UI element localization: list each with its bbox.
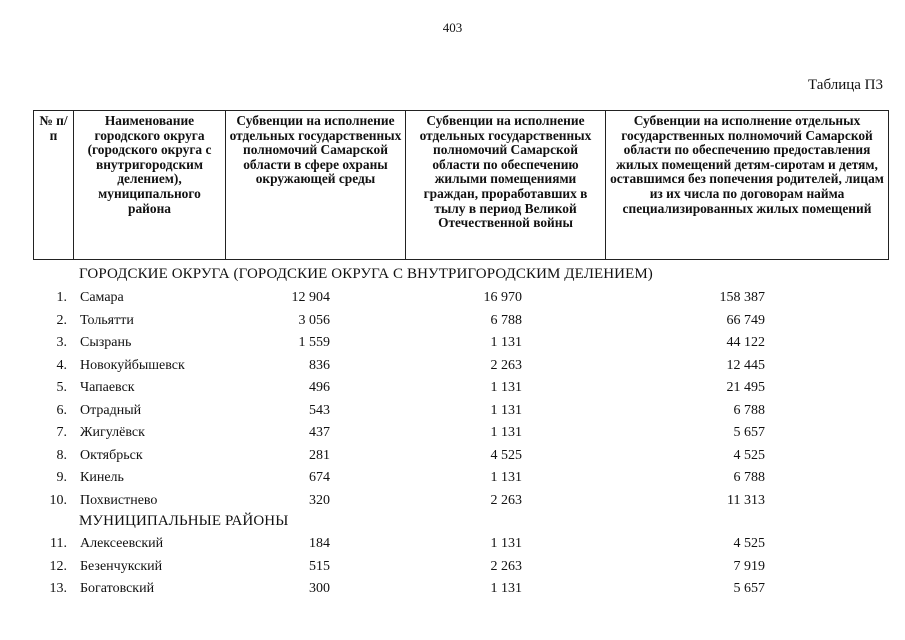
row-name: Богатовский [80,581,155,596]
row-value-war-workers: 16 970 [483,290,522,305]
row-name: Жигулёвск [80,425,145,440]
row-number: 9. [56,470,67,485]
row-value-environment: 543 [309,402,330,418]
table-row [0,559,905,581]
table-row [0,335,905,357]
table-row [0,581,905,603]
row-value-orphans: 6 788 [733,470,765,485]
row-value-war-workers: 1 131 [490,536,522,551]
section-heading: МУНИЦИПАЛЬНЫЕ РАЙОНЫ [79,513,289,529]
row-number: 12. [49,558,67,574]
table-row [0,313,905,335]
table-row [0,403,905,425]
row-name: Похвистнево [80,492,158,508]
row-number: 7. [56,425,67,440]
header-col3: Субвенции на исполнение отдельных государственных полномочий Самарской области по обеспечению предоставления жилых помещений детям-сиротам и детям, оставшимся без попечения родителей, лицам из их числа по договорам найма специализированных жилых помещений [606,111,889,260]
row-value-orphans: 66 749 [726,312,765,328]
row-value-orphans: 44 122 [726,335,765,350]
row-name: Новокуйбышевск [80,357,185,373]
table-row [0,380,905,402]
row-value-environment: 300 [309,581,330,596]
row-value-orphans: 7 919 [733,558,765,574]
row-number: 10. [49,492,67,508]
row-number: 1. [56,290,67,305]
row-value-war-workers: 1 131 [490,402,522,418]
table-row [0,290,905,312]
row-value-environment: 184 [309,536,330,551]
table-row [0,536,905,558]
row-number: 5. [56,380,67,395]
row-number: 4. [56,357,67,373]
row-value-orphans: 5 657 [733,425,765,440]
row-value-environment: 281 [309,447,330,463]
row-value-war-workers: 1 131 [490,335,522,350]
table-row [0,425,905,447]
row-value-environment: 1 559 [298,335,330,350]
row-value-environment: 836 [309,357,330,373]
row-value-environment: 437 [309,425,330,440]
table-row [0,470,905,492]
header-col1: Субвенции на исполнение отдельных государственных полномочий Самарской области в сфере охраны окружающей среды [226,111,406,260]
row-value-environment: 3 056 [298,312,330,328]
row-value-environment: 12 904 [291,290,330,305]
row-value-environment: 496 [309,380,330,395]
row-value-orphans: 6 788 [733,402,765,418]
row-name: Сызрань [80,335,132,350]
row-value-war-workers: 6 788 [490,312,522,328]
row-name: Октябрьск [80,447,143,463]
header-num: № п/п [34,111,74,260]
row-value-orphans: 4 525 [733,536,765,551]
page-number: 403 [442,20,463,35]
row-value-environment: 320 [309,492,330,508]
row-number: 13. [49,581,67,596]
table-row [0,358,905,380]
row-name: Самара [80,290,124,305]
table-row [0,493,905,515]
row-number: 2. [56,312,67,328]
row-value-war-workers: 1 131 [490,380,522,395]
row-number: 6. [56,402,67,418]
header-col2: Субвенции на исполнение отдельных государственных полномочий Самарской области по обеспечению жилыми помещениями граждан, проработавших в тылу в период Великой Отечественной войны [406,111,606,260]
row-value-orphans: 4 525 [733,447,765,463]
row-number: 3. [56,335,67,350]
table-caption: Таблица П3 [808,77,883,93]
row-value-war-workers: 2 263 [490,357,522,373]
row-value-orphans: 5 657 [733,581,765,596]
row-value-war-workers: 4 525 [490,447,522,463]
row-number: 8. [56,447,67,463]
row-name: Безенчукский [80,558,163,574]
row-value-war-workers: 1 131 [490,581,522,596]
table-row [0,448,905,470]
row-name: Тольятти [80,312,134,328]
row-value-war-workers: 2 263 [490,492,522,508]
table-header [33,110,889,260]
row-name: Алексеевский [80,536,164,551]
row-value-war-workers: 2 263 [490,558,522,574]
row-value-war-workers: 1 131 [490,425,522,440]
row-value-orphans: 11 313 [727,492,765,508]
row-number: 11. [50,536,67,551]
row-name: Отрадный [80,402,142,418]
row-value-war-workers: 1 131 [490,470,522,485]
row-value-orphans: 158 387 [719,290,765,305]
header-name: Наименование городского округа (городского округа с внутригородским делением), муниципального района [74,111,226,260]
row-value-environment: 515 [309,558,330,574]
section-heading: ГОРОДСКИЕ ОКРУГА (ГОРОДСКИЕ ОКРУГА С ВНУТРИГОРОДСКИМ ДЕЛЕНИЕМ) [79,266,653,282]
row-name: Чапаевск [80,380,135,395]
row-name: Кинель [80,470,124,485]
row-value-orphans: 21 495 [726,380,765,395]
row-value-environment: 674 [309,470,330,485]
row-value-orphans: 12 445 [726,357,765,373]
